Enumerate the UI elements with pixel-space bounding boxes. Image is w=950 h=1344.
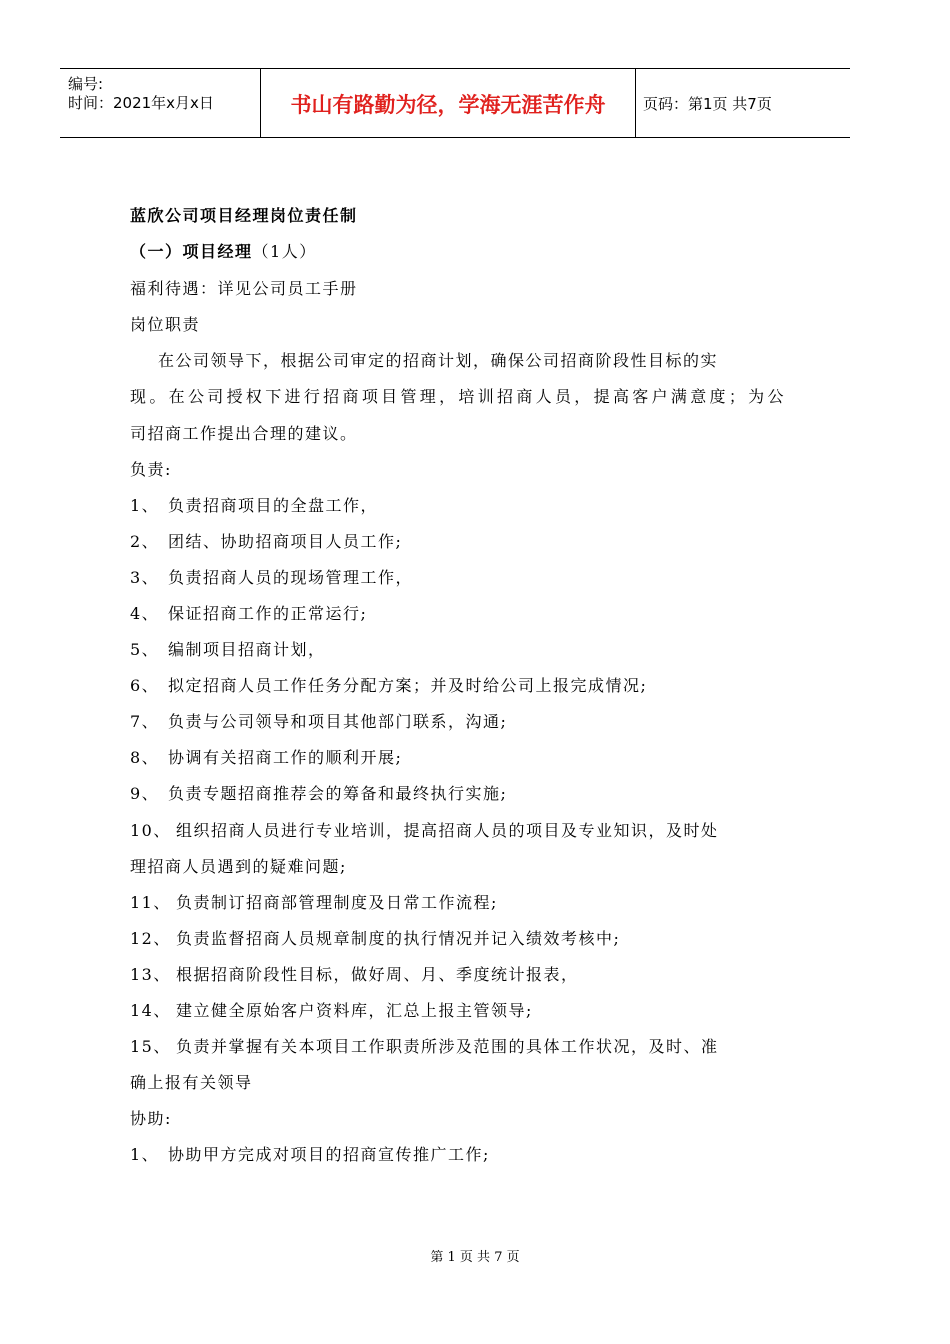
welfare-line: 福利待遇：详见公司员工手册 xyxy=(130,279,358,298)
list-item xyxy=(130,601,367,624)
list-item-continuation: 确上报有关领导 xyxy=(130,1073,253,1092)
item-number: 10、 xyxy=(130,821,171,840)
item-text: 负责招商人员的现场管理工作， xyxy=(168,568,414,587)
item-text: 协调有关招商工作的顺利开展; xyxy=(168,748,403,767)
list-item xyxy=(130,529,402,552)
header-meta-cell xyxy=(60,69,260,137)
list-item xyxy=(130,637,326,660)
item-number: 2、 xyxy=(130,532,160,551)
item-number: 6、 xyxy=(130,676,160,695)
item-text: 负责并掌握有关本项目工作职责所涉及范围的具体工作状况，及时、准 xyxy=(176,1037,719,1056)
duties-heading: 岗位职责 xyxy=(130,315,201,334)
assist-heading: 协助: xyxy=(130,1109,172,1128)
item-number: 14、 xyxy=(130,1001,171,1020)
item-number: 15、 xyxy=(130,1037,171,1056)
list-item-continuation: 理招商人员遇到的疑难问题; xyxy=(130,857,347,876)
list-item xyxy=(130,926,620,949)
list-item xyxy=(130,745,402,768)
item-number: 4、 xyxy=(130,604,160,623)
time-label: 时间：2021年x月x日 xyxy=(68,94,214,112)
list-item xyxy=(130,818,719,841)
page-header xyxy=(60,68,850,138)
list-item xyxy=(130,673,647,696)
item-text: 编制项目招商计划， xyxy=(168,640,326,659)
list-item xyxy=(130,781,507,804)
section-heading xyxy=(130,239,317,262)
item-number: 7、 xyxy=(130,712,160,731)
list-item xyxy=(130,962,579,985)
item-text: 建立健全原始客户资料库，汇总上报主管领导; xyxy=(176,1001,533,1020)
list-item xyxy=(130,565,413,588)
document-title: 蓝欣公司项目经理岗位责任制 xyxy=(130,206,358,225)
header-motto: 书山有路勤为径，学海无涯苦作舟 xyxy=(290,93,606,117)
item-text: 负责与公司领导和项目其他部门联系，沟通; xyxy=(168,712,508,731)
header-page-info: 页码：第1页 共7页 xyxy=(643,95,772,113)
item-text: 负责招商项目的全盘工作， xyxy=(168,496,379,515)
list-item xyxy=(130,709,507,732)
item-number: 3、 xyxy=(130,568,160,587)
item-number: 8、 xyxy=(130,748,160,767)
page-footer: 第 1 页 共 7 页 xyxy=(430,1250,520,1265)
intro-line: 现。在公司授权下进行招商项目管理，培训招商人员，提高客户满意度；为公 xyxy=(130,387,785,406)
list-item xyxy=(130,1142,490,1165)
item-number: 9、 xyxy=(130,784,160,803)
section-title: （一）项目经理 xyxy=(130,242,253,261)
item-number: 13、 xyxy=(130,965,171,984)
responsible-heading: 负责: xyxy=(130,460,172,479)
section-count: （1人） xyxy=(252,242,317,261)
item-text: 负责制订招商部管理制度及日常工作流程; xyxy=(176,893,498,912)
item-number: 1、 xyxy=(130,496,160,515)
intro-line: 司招商工作提出合理的建议。 xyxy=(130,424,358,443)
item-text: 协助甲方完成对项目的招商宣传推广工作; xyxy=(168,1145,490,1164)
item-number: 1、 xyxy=(130,1145,160,1164)
item-text: 负责专题招商推荐会的筹备和最终执行实施; xyxy=(168,784,508,803)
serial-label: 编号: xyxy=(68,75,104,93)
list-item xyxy=(130,890,498,913)
item-text: 保证招商工作的正常运行; xyxy=(168,604,368,623)
item-text: 负责监督招商人员规章制度的执行情况并记入绩效考核中; xyxy=(176,929,621,948)
header-motto-cell xyxy=(260,69,636,137)
list-item xyxy=(130,493,378,516)
item-number: 12、 xyxy=(130,929,171,948)
header-page-cell xyxy=(635,69,850,137)
item-number: 5、 xyxy=(130,640,160,659)
item-text: 团结、协助招商项目人员工作; xyxy=(168,532,403,551)
intro-line: 在公司领导下，根据公司审定的招商计划，确保公司招商阶段性目标的实 xyxy=(158,351,719,370)
list-item xyxy=(130,998,533,1021)
item-text: 组织招商人员进行专业培训，提高招商人员的项目及专业知识，及时处 xyxy=(176,821,719,840)
item-text: 根据招商阶段性目标，做好周、月、季度统计报表， xyxy=(176,965,579,984)
item-number: 11、 xyxy=(130,893,171,912)
list-item xyxy=(130,1034,719,1057)
item-text: 拟定招商人员工作任务分配方案；并及时给公司上报完成情况; xyxy=(168,676,648,695)
